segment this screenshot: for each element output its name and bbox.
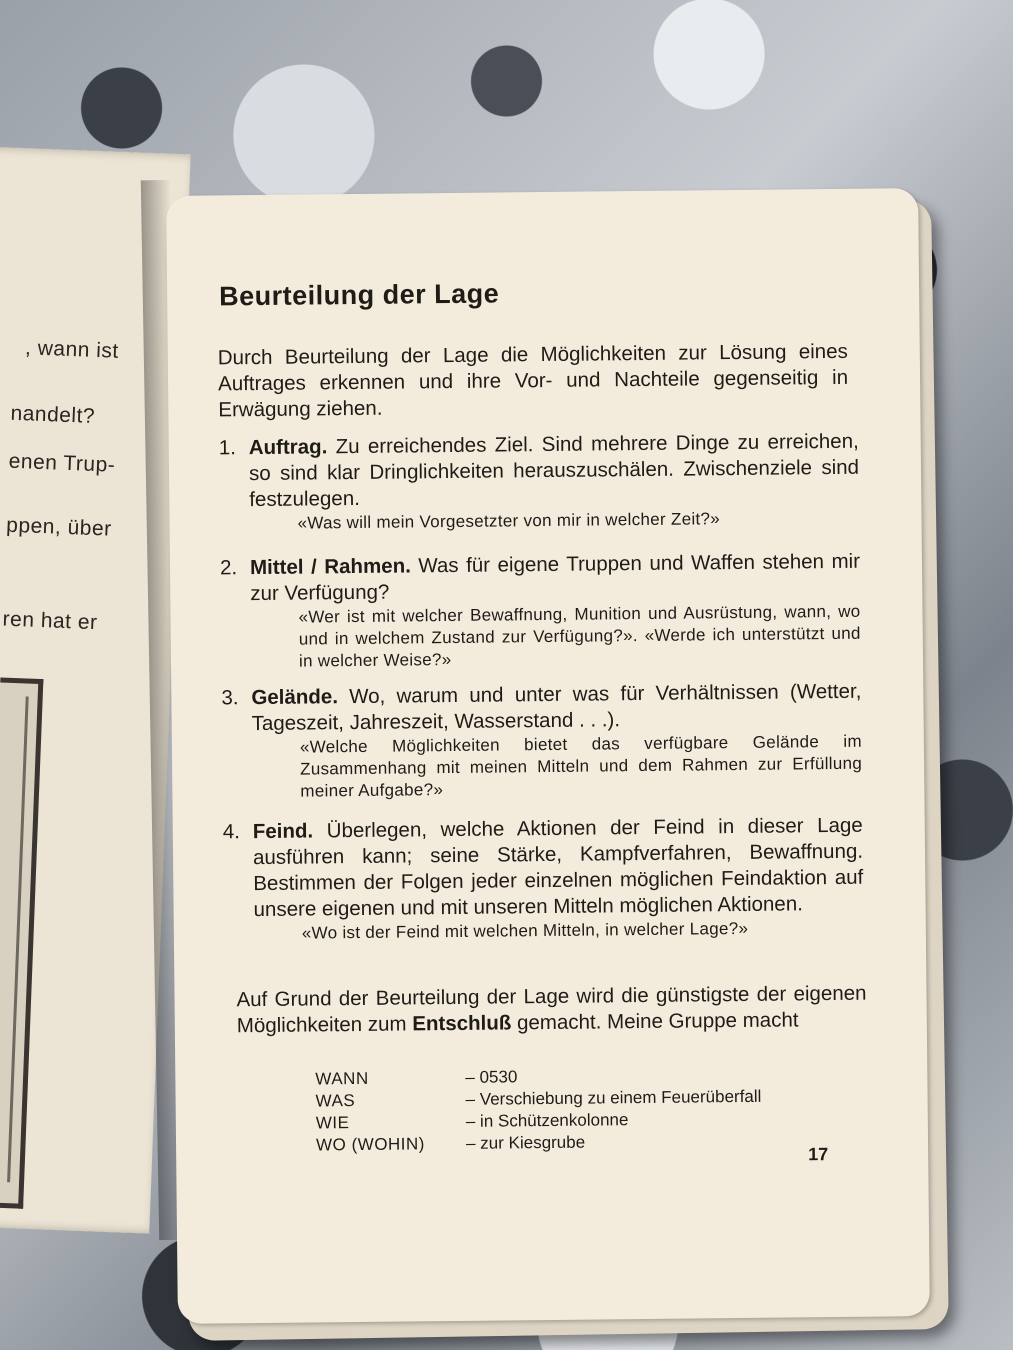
closing-paragraph	[236, 981, 867, 1040]
table-value: – zur Kiesgrube	[465, 1132, 586, 1153]
item-text: Überlegen, welche Aktionen der Feind in dieser Lage ausführen kann; seine Stärke, Kampfverfahren, Bewaffnung. Bestimmen der Folgen jeder einzelnen möglichen Feindaktion auf unsere eigenen und mit unseren Mitteln möglichen Aktionen.	[252, 813, 864, 922]
item-heading: Mittel / Rahmen.	[249, 554, 411, 580]
left-page-line: ren hat er	[2, 607, 98, 635]
item-text: Was für eigene Truppen und Waffen stehen mir zur Verfügung?	[250, 549, 861, 606]
left-page-line: enen Trup-	[8, 449, 116, 477]
left-page-line: nandelt?	[10, 401, 96, 428]
page-title: Beurteilung der Lage	[219, 278, 500, 312]
list-item	[219, 429, 860, 536]
closing-text: Auf Grund der Beurteilung der Lage wird die günstigste der eigenen Möglichkeiten zum	[236, 981, 867, 1038]
table-value: – 0530	[465, 1067, 518, 1087]
decision-table	[315, 1064, 762, 1157]
list-item	[220, 549, 861, 674]
item-body	[249, 429, 860, 513]
table-key: WAS	[315, 1091, 356, 1111]
closing-emphasis: Entschluß	[412, 1011, 512, 1036]
item-quote: «Welche Möglichkeiten bietet das verfügbare Gelände im Zusammenhang mit meinen Mitteln und dem Rahmen zur Erfüllung meiner Aufgabe?»	[299, 731, 863, 801]
item-heading: Feind.	[252, 819, 314, 844]
table-row	[315, 1086, 761, 1113]
list-item	[221, 679, 862, 804]
list-item	[223, 813, 864, 946]
table-value: – Verschiebung zu einem Feuerüberfall	[465, 1086, 762, 1109]
item-text: Wo, warum und unter was für Verhältnissen (Wetter, Tageszeit, Jahreszeit, Wasserstand . . .).	[251, 679, 862, 736]
table-key: WANN	[315, 1068, 369, 1089]
item-number: 2.	[219, 556, 238, 580]
table-key: WO (WOHIN)	[315, 1134, 426, 1155]
item-body	[253, 813, 864, 923]
item-quote: «Was will mein Vorgesetzter von mir in welcher Zeit?»	[297, 509, 721, 533]
item-text: Zu erreichendes Ziel. Sind mehrere Dinge zu erreichen, so sind klar Dringlichkeiten herauszuschälen. Zwischenziele sind festzulegen.	[248, 429, 860, 512]
left-page-line: , wann ist	[24, 336, 120, 363]
item-body	[250, 549, 861, 607]
intro-paragraph: Durch Beurteilung der Lage die Möglichkeiten zur Lösung eines Auftrages erkennen und ihre Vor- und Nachteile gegenseitig in Erwägung ziehen.	[217, 339, 849, 422]
item-heading: Gelände.	[251, 685, 339, 710]
table-value: – in Schützenkolonne	[465, 1110, 629, 1131]
item-number: 4.	[222, 820, 241, 844]
item-heading: Auftrag.	[248, 435, 328, 460]
table-row	[316, 1130, 762, 1157]
item-number: 1.	[218, 436, 236, 460]
left-page-line: ppen, über	[5, 513, 113, 541]
item-body	[251, 679, 862, 737]
item-quote: «Wo ist der Feind mit welchen Mitteln, in welcher Lage?»	[301, 918, 749, 943]
item-quote: «Wer ist mit welcher Bewaffnung, Munition und Ausrüstung, wann, wo und in welchem Zustand zur Verfügung?». «Werde ich unterstützt und in welcher Weise?»	[298, 601, 861, 671]
table-key: WIE	[315, 1113, 350, 1133]
item-number: 3.	[221, 686, 239, 710]
closing-text: gemacht. Meine Gruppe macht	[511, 1008, 799, 1035]
page-number: 17	[808, 1144, 829, 1165]
right-page	[166, 188, 930, 1324]
